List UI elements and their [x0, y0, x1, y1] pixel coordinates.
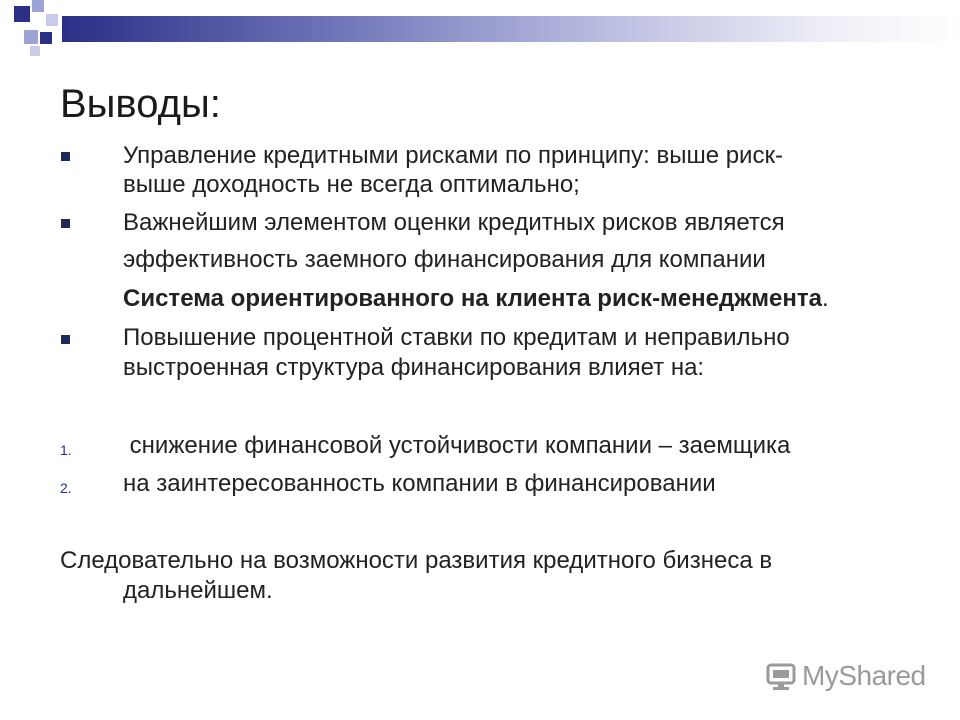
bullet-3-line-1: Повышение процентной ставки по кредитам и неправильно: [123, 324, 790, 351]
numbered-item-1-number: 1.: [60, 442, 72, 458]
bullet-2-line-3: [123, 284, 829, 314]
header-gradient-bar: [62, 16, 960, 42]
slide-title: Выводы:: [60, 82, 221, 126]
corner-square-light: [32, 0, 44, 12]
bullet-1-line-2: выше доходность не всегда оптимально;: [123, 171, 580, 198]
bullet-square-icon: [61, 335, 70, 344]
corner-square-navy: [14, 6, 30, 22]
bullet-square-icon: [61, 152, 70, 161]
bullet-2-line-1: Важнейшим элементом оценки кредитных рисков является: [123, 209, 785, 236]
numbered-item-2-number: 2.: [60, 480, 72, 496]
corner-square-navy: [40, 32, 52, 44]
bullet-square-icon: [61, 219, 70, 228]
bullet-3-line-2: выстроенная структура финансирования влияет на:: [123, 354, 705, 381]
myshared-watermark: [766, 658, 926, 694]
myshared-logo-icon: [766, 661, 796, 691]
corner-square-pale: [30, 46, 40, 56]
corner-square-light: [24, 30, 38, 44]
corner-square-pale: [46, 14, 58, 26]
numbered-item-2-text: на заинтересованность компании в финансировании: [123, 470, 716, 497]
numbered-item-1-text: снижение финансовой устойчивости компании – заемщика: [123, 432, 791, 459]
bullet-2-bold-phrase: Система ориентированного на клиента риск-менеджмента: [123, 285, 822, 312]
bullet-2-line-2: эффективность заемного финансирования для компании: [123, 246, 766, 273]
conclusion-line-2: дальнейшем.: [123, 577, 273, 604]
bullet-2-line-3-tail: .: [821, 285, 829, 312]
conclusion-line-1: Следовательно на возможности развития кредитного бизнеса в: [60, 547, 773, 574]
bullet-1-line-1: Управление кредитными рисками по принципу: выше риск-: [123, 142, 783, 169]
watermark-text: MyShared: [802, 660, 926, 691]
